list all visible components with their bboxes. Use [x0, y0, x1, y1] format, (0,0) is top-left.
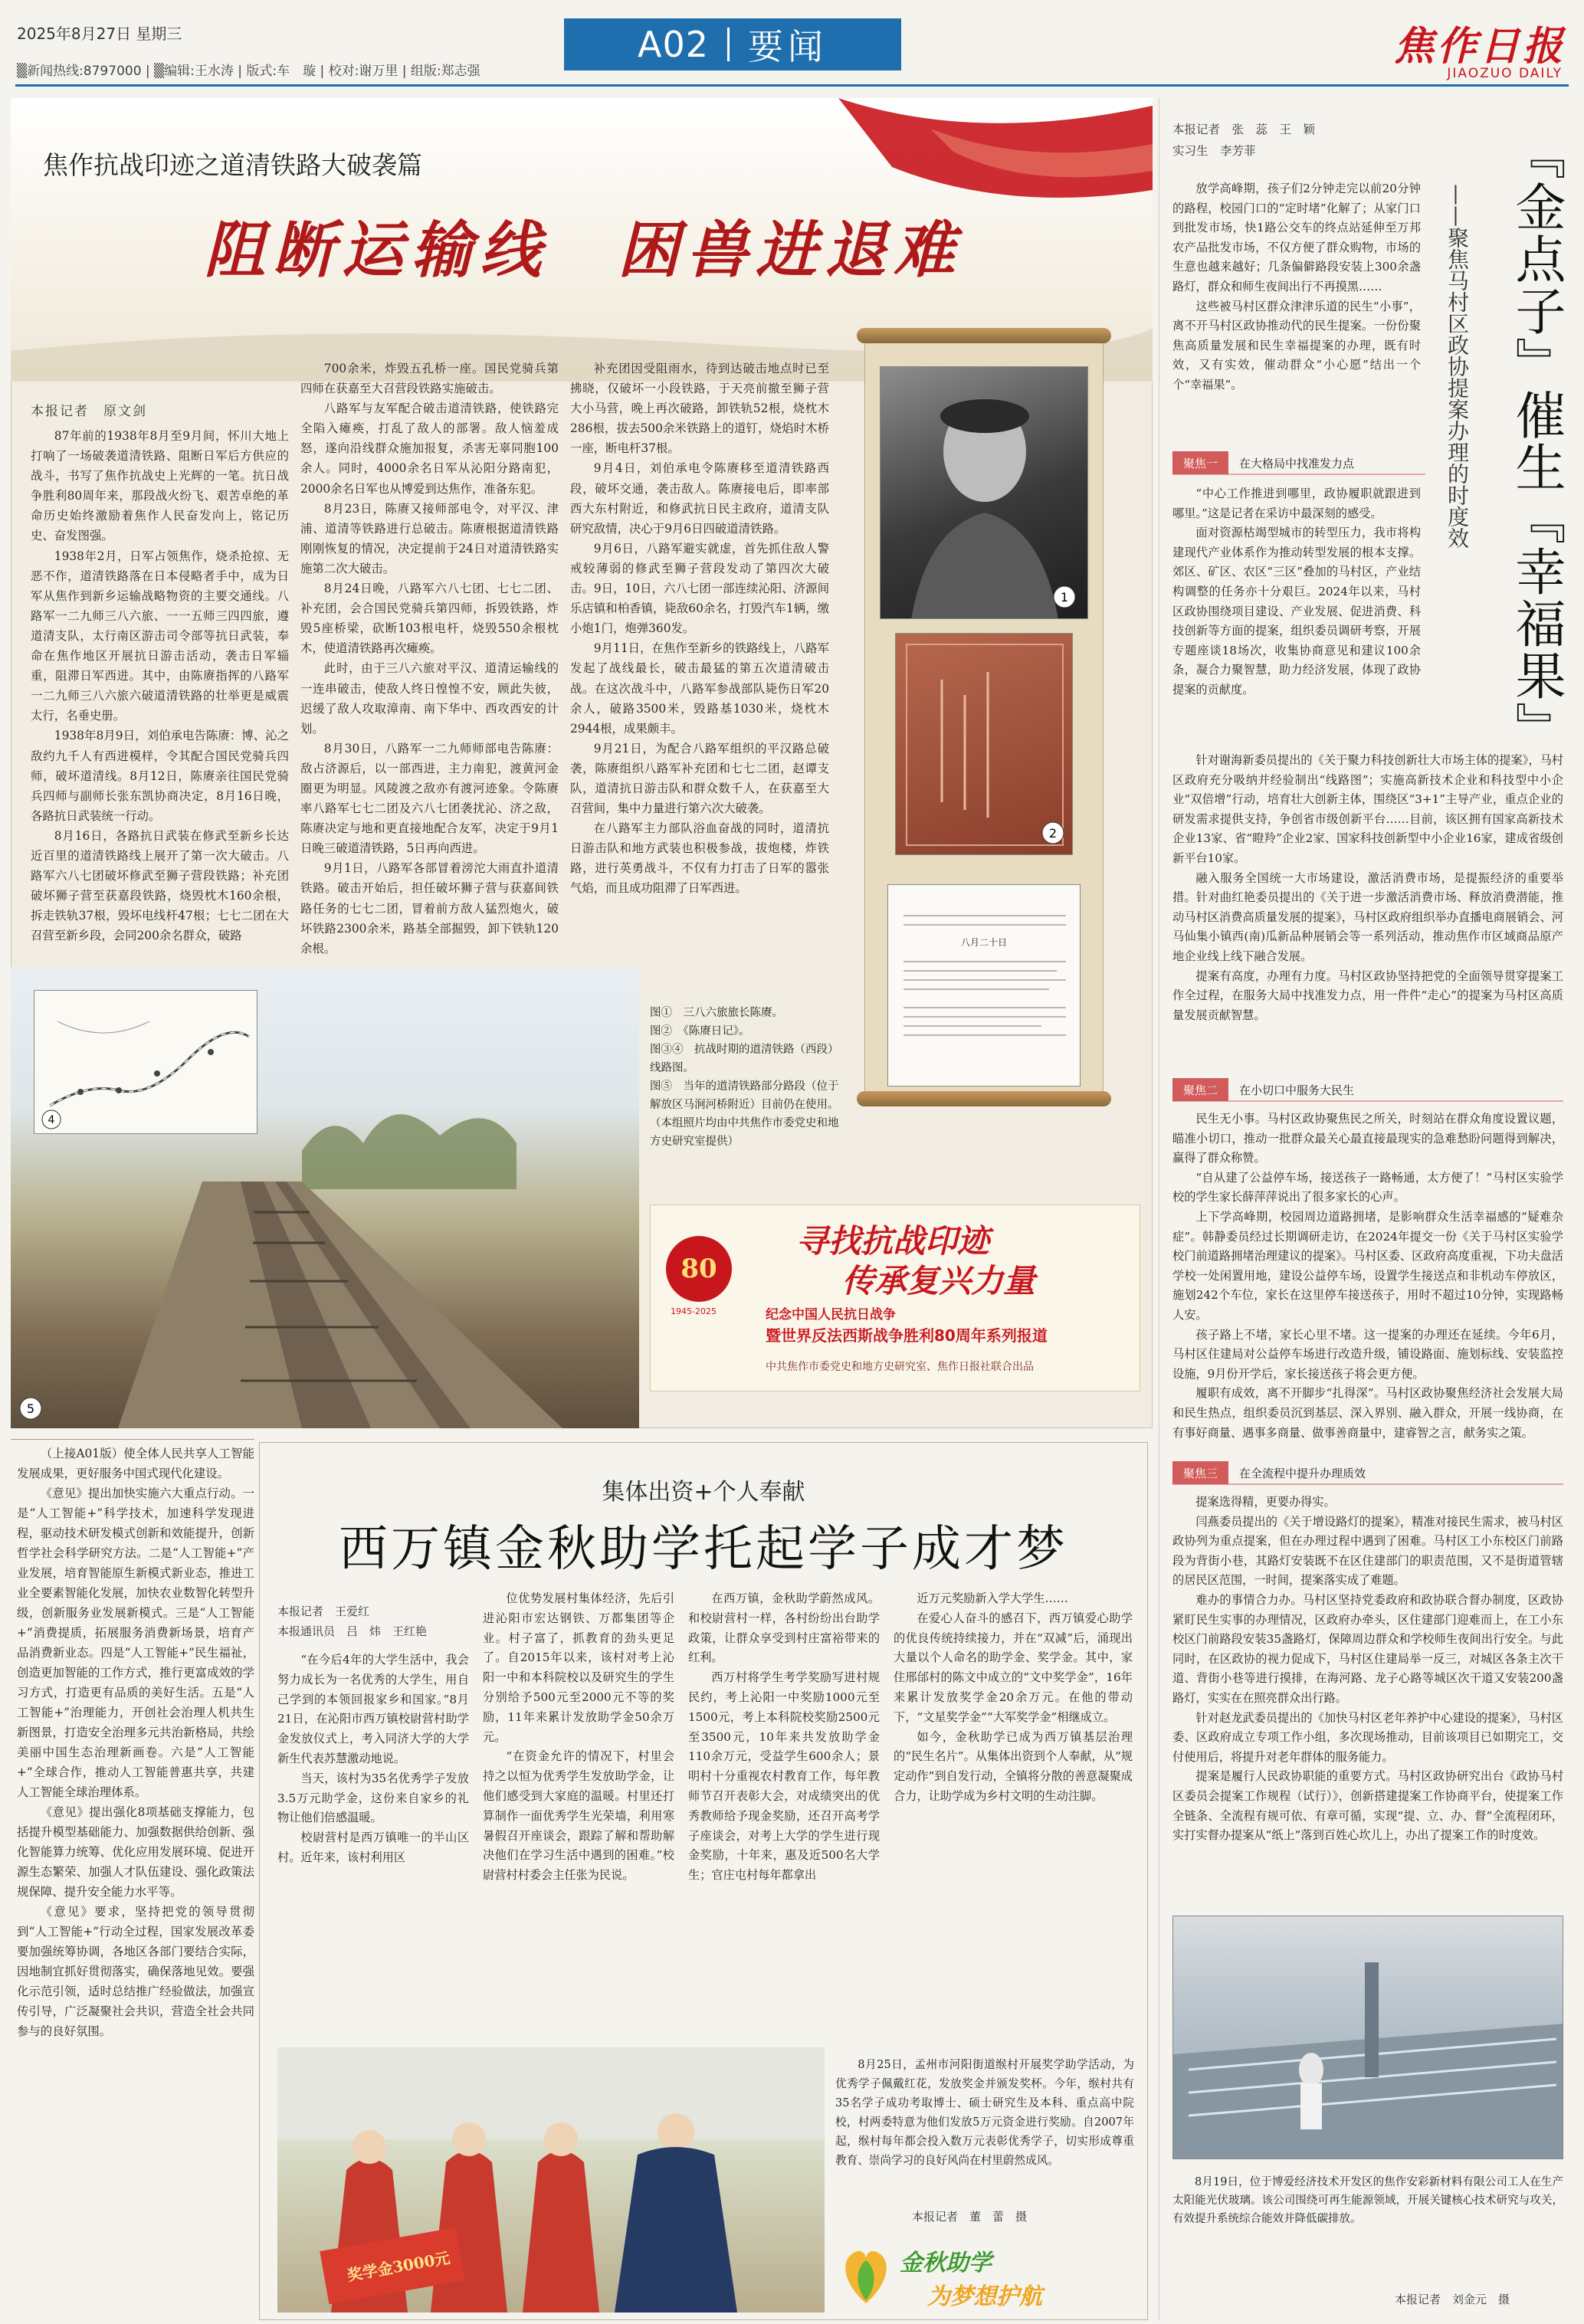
right-sec2-head	[1172, 1079, 1563, 1102]
logo-line-1: 金秋助学	[900, 2250, 992, 2276]
feature-photo-caption: 图① 三八六旅旅长陈赓。 图② 《陈赓日记》。 图③④ 抗战时期的道清铁路（西段）线路图。 图⑤ 当年的道清铁路部分路段（位于解放区马涧河桥附近）目前仍在使用。 （本组照片均由中共焦作市委党史和地方史研究室提供）	[650, 1007, 839, 1148]
middle-col2: 位优势发展村集体经济，先后引进沁阳市宏达钢铁、万都集团等企业。村子富了，抓教育的劲头更足了。自2015年以来，该村对考上沁阳一中和本科院校以及研究生的学生分别给予500元至2000元不等的奖励，11年来累计发放助学金50余万元。 “在资金允许的情况下，村里会持之以恒为优秀学生发放助学金，让他们感受到大家庭的温暖。村里还打算制作一面优秀学生光荣墙，利用寒暑假召开座谈会，跟踪了解和帮助解决他们在学习生活中遇到的困难。”校尉营村村委会主任张为民说。	[483, 1591, 674, 1883]
middle-photo-scholarship	[277, 2047, 825, 2313]
right-title-sub: ——聚焦马村区政协提案办理的时度效	[1445, 184, 1470, 549]
right-photo-credit: 本报记者 刘金元 摄	[1395, 2293, 1510, 2306]
masthead-logo: 焦作日报	[1393, 23, 1566, 70]
board-text: 奖学金3000元	[346, 2248, 451, 2285]
header-rule	[15, 84, 1569, 87]
middle-byline-1: 本报记者 王爱红	[277, 1605, 370, 1618]
left-bottom-text: （上接A01版）使全体人民共享人工智能发展成果，更好服务中国式现代化建设。 《意见》提出加快实施六大重点行动。一是“人工智能+”科学技术，加速科学发现进程，驱动技术研发模式创新和效能提升，创新哲学社会科学研究方法。二是“人工智能+”产业发展，培育智能原生新模式新业态，推进工业全要素智能化发展，加快农业数智化转型升级，创新服务业发展新模式。三是“人工智能+”消费提质，拓展服务消费新场景，培育产品消费新业态。四是“人工智能+”民生福祉，创造更加智能的工作方式，推行更富成效的学习方式，打造更有品质的美好生活。五是“人工智能+”治理能力，开创社会治理人机共生新图景，打造安全治理多元共治新格局，共绘美丽中国生态治理新画卷。六是“人工智能+”全球合作，推动人工智能普惠共享，共建人工智能全球治理体系。 《意见》提出强化8项基础支撑能力，包括提升模型基础能力、加强数据供给创新、强化智能算力统筹、优化应用发展环境、促进开源生态繁荣、加强人才队伍建设、强化政策法规保障、提升安全能力水平等。 《意见》要求，坚持把党的领导贯彻到“人工智能+”行动全过程，国家发展改革委要加强统筹协调，各地区各部门要结合实际，因地制宜抓好贯彻落实，确保落地见效。要强化示范引领，适时总结推广经验做法，加强宣传引导，广泛凝聚社会共识，营造全社会共同参与的良好氛围。	[17, 1447, 254, 2038]
diary-lines	[888, 900, 1081, 1054]
right-byline-1: 本报记者 张 蕊 王 颖	[1172, 123, 1316, 136]
middle-col4: 近万元奖励新入学大学生…… 在爱心人奋斗的感召下，西万镇爱心助学的优良传统持续接力，并在“双减”后，涌现出大量以个人命名的助学金、奖学金。其中，家住邢邰村的陈文中成立的“文中奖学金”，16年来累计发放奖学金20余万元。在他的带动下，“文星奖学金”“大军奖学金”相继成立。 如今，金秋助学已成为西万镇基层治理的“民生名片”。从集体出资到个人奉献，从“规定动作”到自发行动，全镇将分散的善意凝聚成合力，让助学成为乡村文明的生动注脚。	[894, 1591, 1133, 1803]
photo-diary-page	[887, 884, 1081, 1087]
photo-diary-cover	[895, 633, 1073, 855]
middle-col3: 在西万镇，金秋助学蔚然成风。和校尉营村一样，各村纷纷出台助学政策，让群众享受到村庄富裕带来的红利。 西万村将学生考学奖励写进村规民约，考上沁阳一中奖励1000元至1500元，考上本科院校奖励2500元至3500元，10年来共发放助学金110余万元，受益学生600余人；景明村十分重视农村教育工作，每年教师节召开表彰大会，对成绩突出的优秀教师给予现金奖励，还召开高考学子座谈会，对考上大学的学生进行现金奖励，十年来，惠及近500名大学生；官庄屯村每年都拿出	[688, 1591, 880, 1883]
sec3-tag: 聚焦三	[1172, 1461, 1228, 1484]
page-number: A02	[637, 24, 709, 65]
scroll-rod-bottom	[857, 1091, 1111, 1106]
feature-col3: 补充团因受阻雨水，待到达破击地点时已至拂晓，仅破坏一小段铁路，于天亮前撤至狮子营大小马营，晚上再次破路，卸铁轨52根，烧枕木286根，拔去500余米铁路上的道钉，烧焰时木桥一座，断电杆37根。 9月4日，刘伯承电令陈赓移至道清铁路西段，破坏交通，袭击敌人。陈赓接电后，即率部西大东村附近，和修武抗日民主政府，道清支队研究敌情，决心于9月6日四破道清铁路。 9月6日，八路军避实就虚，首先抓住敌人警戒较薄弱的修武至狮子营段发动了第四次大破击。9日，10日，六八七团一部连续沁阳、济源间乐店镇和柏香镇，毙敌60余名，打毁汽车1辆，缴小炮1门，炮弹360发。 9月11日，在焦作至新乡的铁路线上，八路军发起了战线最长，破击最猛的第五次道清破击战。在这次战斗中，八路军参战部队毙伤日军20余人，破路3500米，毁路基1030米，烧枕木2944根，成果颇丰。 9月21日，为配合八路军组织的平汉路总破袭，陈赓组织八路军补充团和七七二团，赵谭支队，道清抗日游击队和群众数千人，在获嘉至大召营间，集中力量进行第六次大破袭。 在八路军主力部队浴血奋战的同时，道清抗日游击队和地方武装也积极参战，拔炮楼，炸铁路，进行英勇战斗，不仅有力打击了日军的嚣张气焰，而且成功阻滞了日军西进。	[570, 362, 829, 896]
right-byline-2: 实习生 李芳菲	[1172, 144, 1256, 158]
sec2-tag: 聚焦二	[1172, 1078, 1228, 1101]
feature-series: 焦作抗战印迹之道清铁路大破袭篇	[43, 150, 422, 180]
right-title-main: 『金点子』催生『幸福果』	[1507, 129, 1566, 754]
banner-org: 中共焦作市委党史和地方史研究室、焦作日报社联合出品	[766, 1361, 1034, 1373]
right-sec3-head	[1172, 1462, 1563, 1485]
right-sec1-text-b: 针对谢海新委员提出的《关于聚力科技创新壮大市场主体的提案》，马村区政府充分吸纳并经验制出“线路图”；实施高新技术企业和科技型中小企业“双倍增”行动，培育壮大创新主体，围绕区“3+1”主导产业，重点企业的研发需求提供支持，争创省市级创新平台……目前，该区拥有国家高新技术企业13家、省“瞪羚”企业2家、国家科技创新型中小企业16家，建成省级创新平台10家。 融入服务全国统一大市场建设，激活消费市场，是提振经济的重要举措。针对曲红艳委员提出的《关于进一步激活消费市场、释放消费潜能，推动马村区消费高质量发展的提案》，马村区政府组织举办直播电商展销会、河马仙集小镇西(南)瓜新品种展销会等一系列活动，推动焦作市区域商品原产地企业线上线下融合发展。 提案有高度，办理有力度。马村区政协坚持把党的全面领导贯穿提案工作全过程，在服务大局中找准发力点，用一件件“走心”的提案为马村区高质量发展贡献智慧。	[1172, 753, 1563, 1022]
right-photo-caption: 8月19日，位于博爱经济技术开发区的焦作安彩新材料有限公司工人在生产太阳能光伏玻璃。该公司围绕可再生能源领域，开展关键核心技术研究与攻关，有效提升系统综合能效并降低碳排放。	[1172, 2176, 1563, 2225]
svg-text:4: 4	[48, 1114, 55, 1126]
svg-text:2: 2	[1048, 826, 1058, 841]
feature-col1: 87年前的1938年8月至9月间，怀川大地上打响了一场破袭道清铁路、阻断日军后方供应的战斗，书写了焦作抗战史上光辉的一笔。抗日战争胜利80周年来，那段战火纷飞、艰苦卓绝的革命历史始终激励着焦作人民奋发向上，铭记历史、奋发图强。 1938年2月，日军占领焦作，烧杀抢掠、无恶不作，道清铁路落在日本侵略者手中，成为日军从焦作到新乡运输战略物资的主要交通线。八路军一二九师三八六旅、一一五师三四四旅，遵道清支队，太行南区游击司令部等抗日武装，奉命在焦作地区开展抗日游击活动，袭击日军辎重，阻滞日军西进。其中，由陈赓指挥的八路军一二九师三八六旅六破道清铁路的壮举更是威震太行，名垂史册。 1938年8月9日，刘伯承电告陈赓：博、沁之敌约九千人有西进模样，令其配合国民党骑兵四师，破坏道清线。8月12日，陈赓亲往国民党骑兵四师与副师长张东凯协商决定，8月16日晚，各路抗日武装统一行动。 8月16日，各路抗日武装在修武至新乡长达近百里的道清铁路线上展开了第一次大破击。八路军六八七团破坏修武至狮子营段铁路；补充团破坏狮子营至获嘉段铁路，烧毁枕木160余根，拆走铁轨37根，毁坏电线杆47根；七七二团在大召营至新乡段，会同200余名群众，破路	[31, 429, 289, 943]
factory-scene	[1173, 1916, 1563, 2159]
right-sec1-head	[1172, 452, 1425, 475]
right-sec2-text: 民生无小事。马村区政协聚焦民之所关，时刻站在群众角度设置议题，瞄准小切口，推动一批群众最关心最直接最现实的急难愁盼问题得到解决，赢得了群众称赞。 “自从建了公益停车场，接送孩子一路畅通，太方便了！”马村区实验学校的学生家长薛萍萍说出了很多家长的心声。 上下学高峰期，校园周边道路拥堵，是影响群众生活幸福感的“疑难杂症”。韩静委员经过长期调研走访，在2024年提交一份《关于马村区实验学校门前道路拥堵治理建议的提案》。马村区委、区政府高度重视，下功夫盘活学校一处闲置用地，建设公益停车场，设置学生接送点和非机动车停放区，施划242个车位，家长在这里停车接送孩子，用时不超过10分钟，实现路畅人安。 孩子路上不堵，家长心里不堵。这一提案的办理还在延续。今年6月，马村区住建局对公益停车场进行改造升级，铺设路面、施划标线、安装监控设施，9月份开学后，家长接送孩子将会更方便。 履职有成效，离不开脚步“扎得深”。马村区政协聚焦经济社会发展大局和民生热点，组织委员沉到基层、深入界别、融入群众，开展一线协商，在有事好商量、遇事多商量、做事善商量中，建睿智之言，献务实之策。	[1172, 1112, 1563, 1439]
issue-date: 2025年8月27日 星期三	[17, 25, 182, 43]
svg-text:1: 1	[1060, 590, 1069, 605]
feature-col2: 700余米，炸毁五孔桥一座。国民党骑兵第四师在获嘉至大召营段铁路实施破击。 八路军与友军配合破击道清铁路，使铁路完全陷入瘫痪，打乱了敌人的部署。敌人恼羞成怒，遂向沿线群众施加报复，杀害无辜同胞100余人。同时，4000余名日军从沁阳分路南犯，2000余名日军也从博爱到达焦作，准备东犯。 8月23日，陈赓又接师部电令，对平汉、津浦、道清等铁路进行总破击。陈赓根据道清铁路刚刚恢复的情况，决定提前于24日对道清铁路实施第二次大破击。 8月24日晚，八路军六八七团、七七二团、补充团，会合国民党骑兵第四师，拆毁铁路，炸毁5座桥梁，砍断103根电杆，烧毁550余根枕木，使道清铁路再次瘫痪。 此时，由于三八六旅对平汉、道清运输线的一连串破击，使敌人终日惶惶不安，顾此失彼，迟缓了敌人攻取漳南、南下华中、西攻西安的计划。 8月30日，八路军一二九师师部电告陈赓：敌占济源后，以一部西进，主力南犯，渡黄河金圈更为明显。风陵渡之敌亦有渡河迹象。令陈赓率八路军七七二团及六八七团袭扰沁、济之敌，陈赓决定与地和更直接地配合友军，决定于9月1日晚三破道清铁路，5日再向西进。 9月1日，八路军各部冒着滂沱大雨直扑道清铁路。破击开始后，担任破坏狮子营与获嘉间铁路任务的七七二团，冒着前方敌人猛烈炮火，破坏铁路2300余米，路基全部掘毁，卸下铁轨120余根。	[300, 362, 559, 955]
sec2-title: 在小切口中服务大民生	[1239, 1083, 1355, 1097]
page-banner	[564, 18, 901, 70]
left-bottom-rule	[11, 1439, 254, 1440]
scroll-rod-top	[857, 328, 1111, 343]
photo-chen-geng	[880, 366, 1088, 619]
masthead-english: JIAOZUO DAILY	[1447, 66, 1563, 81]
right-intro: 放学高峰期，孩子们2分钟走完以前20分钟的路程，校园门口的“定时堵”化解了；从家门口到批发市场，快1路公交车的终点站延伸至万邦农产品批发市场，不仅方便了群众购物，市场的生意也越来越好；几条偏僻路段安装上300余盏路灯，群众和师生夜间出行不再摸黑…… 这些被马村区群众津津乐道的民生“小事”，离不开马村区政协推动代的民生提案。一份份聚焦高质量发展和民生幸福提案的办理，既有时效，又有实效，催动群众“小心愿”结出一个个“幸福果”。	[1172, 182, 1421, 392]
sec3-title: 在全流程中提升办理质效	[1239, 1466, 1366, 1480]
feature-headline: 阻断运输线 困兽进退难	[204, 214, 963, 286]
golden-aid-logo	[835, 2237, 1065, 2314]
section-name: 要闻	[748, 26, 828, 67]
banner-sub-2: 暨世界反法西斯战争胜利80周年系列报道	[766, 1326, 1048, 1345]
banner-title-2: 传承复兴力量	[842, 1262, 1036, 1300]
feature-byline: 本报记者 原文剑	[31, 404, 147, 419]
banner-years: 1945-2025	[671, 1306, 717, 1316]
middle-col1: “在今后4年的大学生活中，我会努力成长为一名优秀的大学生，用自己学到的本领回报家乡和国家。”8月21日，在沁阳市西万镇校尉营村助学金发放仪式上，考入同济大学的大学新生代表苏慧激动地说。 当天，该村为35名优秀学子发放3.5万元助学金，这份来自家乡的礼物让他们倍感温暖。 校尉营村是西万镇唯一的半山区村。近年来，该村利用区	[277, 1653, 469, 1864]
banner-sub-1: 纪念中国人民抗日战争	[766, 1307, 896, 1323]
right-photo-factory	[1172, 1916, 1563, 2159]
logo-line-2: 为梦想护航	[927, 2283, 1042, 2310]
diary-decor	[896, 634, 1073, 855]
svg-text:5: 5	[26, 1401, 35, 1416]
middle-byline-2: 本报通讯员 吕 炜 王红艳	[277, 1624, 428, 1638]
banner-80-badge	[666, 1236, 732, 1302]
series-banner	[650, 1205, 1140, 1391]
middle-photo-credit: 本报记者 董 蕾 摄	[912, 2210, 1028, 2224]
portrait-figure	[881, 367, 1088, 619]
sec1-title: 在大格局中找准发力点	[1239, 456, 1355, 470]
diary-page-title: 八月二十日	[960, 937, 1007, 948]
right-sec1-text-a: “中心工作推进到哪里，政协履职就跟进到哪里。”这是记者在采访中最深刻的感受。 面对资源枯竭型城市的转型压力，我市将构建现代产业体系作为推动转型发展的根本支撑。郊区、矿区、农区“三区”叠加的马村区，产业结构调整的任务亦十分艰巨。2024年以来，马村区政协围绕项目建设、产业发展、促进消费、科技创新等方面的提案，组织委员调研考察，开展专题座谈18场次，收集协商意见和建议100余条，凝合力聚智慧，助力经济发展，体现了政协提案的贡献度。	[1172, 487, 1421, 697]
banner-title-1: 寻找抗战印迹	[796, 1222, 990, 1260]
middle-headline: 西万镇金秋助学托起学子成才梦	[339, 1521, 1068, 1578]
right-sec3-text: 提案选得精，更要办得实。 闫燕委员提出的《关于增设路灯的提案》，精准对接民生需求，被马村区政协列为重点提案，但在办理过程中遇到了困难。马村区工小东校区门前路段为背街小巷，其路灯安装既不在区住建部门的职责范围，又不是街道管辖的居民区范围，一时间，提案落实成了难题。 难办的事情合力办。马村区坚持党委政府和政协联合督办制度，区政协紧盯民生实事的办理情况，区政府办牵头，区住建部门迎难而上，在工小东校区门前路段安装35盏路灯，保障周边群众和学校师生夜间出行安全。与此同时，在区政协的视力促成下，马村区住建局举一反三，对城区各条主次干道、背街小巷等进行摸排，在海河路、龙子心路等城区次干道又安装200盏路灯，实实在在照亮群众出行路。 针对赵龙武委员提出的《加快马村区老年养护中心建设的提案》，马村区委、区政府成立专项工作小组，多次现场推动，目前该项目已如期完工，交付使用后，将提升对老年群体的服务能力。 提案是履行人民政协职能的重要方式。马村区政协研究出台《政协马村区委员会提案工作规程（试行）》，创新搭建提案工作协商平台，使提案工作全链条、全流程有规可依、有章可循，实现“提、立、办、督”全流程闭环，实打实督办提案从“纸上”落到百姓心坎儿上，办出了提案工作的时度效。	[1172, 1495, 1563, 1843]
banner-80-number: 80	[680, 1254, 717, 1284]
route-map-lines	[34, 991, 257, 1134]
editor-info: ▒新闻热线:8797000 | ▒编辑:王水涛 | 版式:车 璇 | 校对:谢万里 | 组版:郑志强	[17, 64, 480, 79]
heart-leaf-icon	[835, 2237, 897, 2311]
middle-kicker: 集体出资+个人奉献	[602, 1479, 805, 1506]
middle-photo-caption: 8月25日，孟州市河阳街道缑村开展奖学助学活动，为优秀学子佩戴红花，发放奖金并颁发奖杯。今年，缑村共有35名学子成功考取博士、硕士研究生及本科、重点高中院校，村两委特意为他们发放5万元资金进行奖励。自2007年起，缑村每年都会投入数万元表彰优秀学子，切实形成尊重教育、崇尚学习的良好风尚在村里蔚然成风。	[835, 2058, 1134, 2167]
sec1-tag: 聚焦一	[1172, 451, 1228, 474]
route-map	[34, 990, 257, 1134]
